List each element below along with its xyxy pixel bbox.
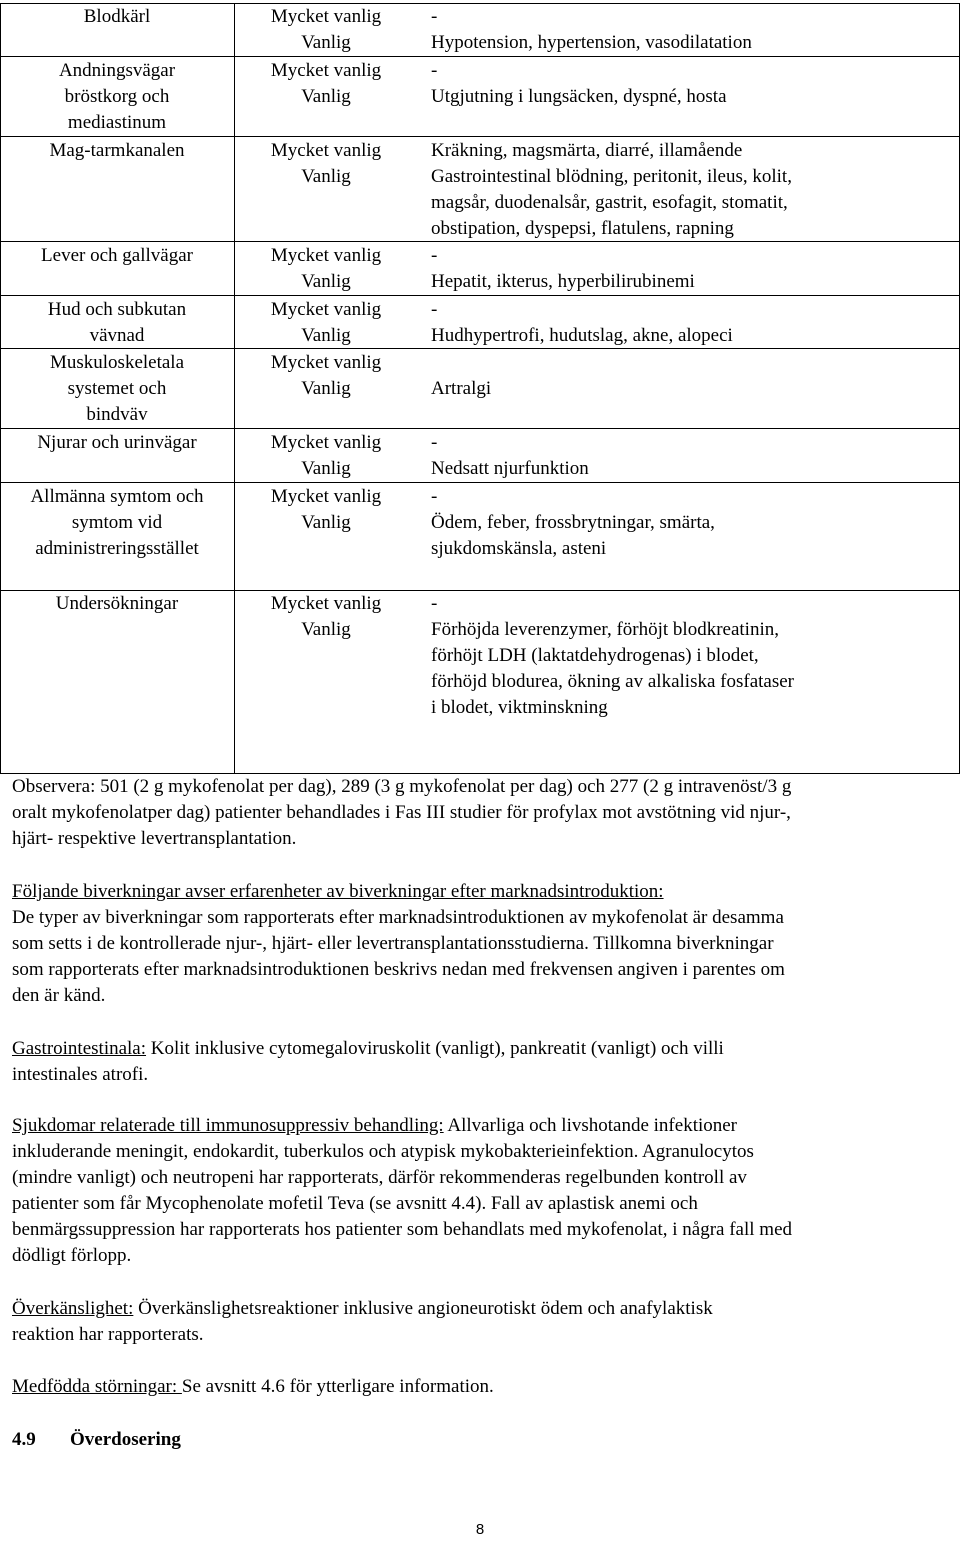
organ-class-cell: Mag-tarmkanalen <box>49 140 185 161</box>
reaction-cell: Hudhypertrofi, hudutslag, akne, alopeci <box>431 325 733 346</box>
organ-class-cell: bröstkorg och <box>64 86 170 107</box>
frequency-cell: Mycket vanlig <box>270 593 382 614</box>
post-marketing-heading: Följande biverkningar avser erfarenheter av biverkningar efter marknadsintroduktion: <box>12 881 664 902</box>
organ-class-cell: bindväv <box>86 404 148 425</box>
observera-paragraph <box>12 774 948 852</box>
table-row-separator <box>0 428 960 429</box>
table-row-separator <box>0 136 960 137</box>
reaction-cell: Kräkning, magsmärta, diarré, illamående <box>431 140 743 161</box>
organ-class-cell: Andningsvägar <box>58 60 176 81</box>
reaction-cell: Gastrointestinal blödning, peritonit, ileus, kolit, <box>431 166 792 187</box>
reaction-cell: Utgjutning i lungsäcken, dyspné, hosta <box>431 86 727 107</box>
immunosuppression-line: patienter som får Mycophenolate mofetil Teva (se avsnitt 4.4). Fall av aplastisk anemi och <box>12 1193 698 1214</box>
post-marketing-line: De typer av biverkningar som rapporterats efter marknadsintroduktionen av mykofenolat är desamma <box>12 907 784 928</box>
organ-class-cell: mediastinum <box>67 112 167 133</box>
organ-class-cell: Blodkärl <box>83 6 151 27</box>
organ-class-cell: Lever och gallvägar <box>41 245 193 266</box>
reaction-cell: Hepatit, ikterus, hyperbilirubinemi <box>431 271 695 292</box>
congenital-line: Medfödda störningar: Se avsnitt 4.6 för ytterligare information. <box>12 1376 494 1397</box>
post-marketing-line: den är känd. <box>12 985 106 1006</box>
reaction-cell: Ödem, feber, frossbrytningar, smärta, <box>431 512 715 533</box>
section-heading-overdose <box>12 1427 181 1453</box>
immunosuppression-line: benmärgssuppression har rapporterats hos patienter som behandlats med mykofenolat, i några fall med <box>12 1219 793 1240</box>
organ-class-cell: Njurar och urinvägar <box>37 432 197 453</box>
reaction-cell: Nedsatt njurfunktion <box>431 458 589 479</box>
table-row-separator <box>0 295 960 296</box>
reaction-cell: förhöjd blodurea, ökning av alkaliska fosfataser <box>431 671 794 692</box>
organ-class-cell: Undersökningar <box>55 593 179 614</box>
post-marketing-line: som setts i de kontrollerade njur-, hjärt- eller levertransplantationsstudierna. Tillkomna biverkningar <box>12 933 774 954</box>
reaction-cell: - <box>431 593 438 614</box>
reaction-cell: - <box>431 432 438 453</box>
reaction-cell: - <box>431 486 438 507</box>
frequency-cell: Mycket vanlig <box>270 432 382 453</box>
table-row-separator <box>0 482 960 483</box>
organ-class-cell: Allmänna symtom och <box>30 486 204 507</box>
observera-line: oralt mykofenolatper dag) patienter behandlades i Fas III studier för profylax mot avstötning vid njur-, <box>12 802 791 823</box>
organ-class-cell: administreringsstället <box>35 538 199 559</box>
immunosuppression-line: Sjukdomar relaterade till immunosuppressiv behandling: Allvarliga och livshotande infektioner <box>12 1115 738 1136</box>
reaction-cell: Hypotension, hypertension, vasodilatation <box>431 32 752 53</box>
reaction-cell: Artralgi <box>431 378 492 399</box>
frequency-cell: Mycket vanlig <box>270 299 382 320</box>
reaction-cell: Förhöjda leverenzymer, förhöjt blodkreatinin, <box>431 619 779 640</box>
congenital-paragraph <box>12 1374 948 1400</box>
reaction-cell: förhöjt LDH (laktatdehydrogenas) i blodet, <box>431 645 759 666</box>
immunosuppression-label: Sjukdomar relaterade till immunosuppressiv behandling: <box>12 1115 444 1136</box>
hypersensitivity-paragraph <box>12 1296 948 1348</box>
post-marketing-line: som rapporterats efter marknadsintroduktionen beskrivs nedan med frekvensen angiven i parentes om <box>12 959 785 980</box>
reaction-cell: - <box>431 299 438 320</box>
organ-class-cell: Hud och subkutan <box>47 299 187 320</box>
organ-class-cell: Muskuloskeletala <box>49 352 185 373</box>
reaction-cell: obstipation, dyspepsi, flatulens, rapning <box>431 218 734 239</box>
observera-line: Observera: 501 (2 g mykofenolat per dag), 289 (3 g mykofenolat per dag) och 277 (2 g intravenöst/3 g <box>12 776 792 797</box>
immunosuppression-paragraph <box>12 1113 948 1269</box>
frequency-cell: Vanlig <box>301 32 351 53</box>
reaction-cell: - <box>431 245 438 266</box>
section-number: 4.9 <box>12 1429 36 1450</box>
section-title: Överdosering <box>70 1429 181 1450</box>
observera-line: hjärt- respektive levertransplantation. <box>12 828 297 849</box>
frequency-cell: Vanlig <box>301 271 351 292</box>
organ-class-cell: vävnad <box>89 325 145 346</box>
hypersensitivity-line: reaktion har rapporterats. <box>12 1324 204 1345</box>
gastrointestinal-line: intestinales atrofi. <box>12 1064 149 1085</box>
post-marketing-paragraph <box>12 879 948 1009</box>
immunosuppression-line: (mindre vanligt) och neutropeni har rapporterats, därför rekommenderas regelbunden kontroll av <box>12 1167 747 1188</box>
frequency-cell: Vanlig <box>301 86 351 107</box>
hypersensitivity-label: Överkänslighet: <box>12 1298 134 1319</box>
frequency-cell: Mycket vanlig <box>270 60 382 81</box>
frequency-cell: Vanlig <box>301 166 351 187</box>
organ-class-cell: symtom vid <box>71 512 163 533</box>
page-number: 8 <box>475 1521 485 1538</box>
immunosuppression-line: dödligt förlopp. <box>12 1245 132 1266</box>
congenital-label: Medfödda störningar: <box>12 1376 182 1397</box>
frequency-cell: Mycket vanlig <box>270 245 382 266</box>
reaction-cell: i blodet, viktminskning <box>431 697 608 718</box>
table-row-separator <box>0 56 960 57</box>
reaction-cell: - <box>431 60 438 81</box>
gastrointestinal-paragraph <box>12 1036 948 1088</box>
frequency-cell: Mycket vanlig <box>270 6 382 27</box>
frequency-cell: Mycket vanlig <box>270 486 382 507</box>
gastrointestinal-label: Gastrointestinala: <box>12 1038 147 1059</box>
immunosuppression-line: inkluderande meningit, endokardit, tuberkulos och atypisk mykobakterieinfektion. Agranulocytos <box>12 1141 754 1162</box>
frequency-cell: Mycket vanlig <box>270 140 382 161</box>
reaction-cell: magsår, duodenalsår, gastrit, esofagit, stomatit, <box>431 192 788 213</box>
frequency-cell: Mycket vanlig <box>270 352 382 373</box>
frequency-cell: Vanlig <box>301 619 351 640</box>
organ-class-cell: systemet och <box>67 378 167 399</box>
frequency-cell: Vanlig <box>301 325 351 346</box>
hypersensitivity-line: Överkänslighet: Överkänslighetsreaktioner inklusive angioneurotiskt ödem och anafylaktisk <box>12 1298 713 1319</box>
frequency-cell: Vanlig <box>301 512 351 533</box>
reaction-cell: - <box>431 6 438 27</box>
frequency-cell: Vanlig <box>301 378 351 399</box>
frequency-cell: Vanlig <box>301 458 351 479</box>
gastrointestinal-line: Gastrointestinala: Kolit inklusive cytomegaloviruskolit (vanligt), pankreatit (vanligt) och villi <box>12 1038 724 1059</box>
reaction-cell: sjukdomskänsla, asteni <box>431 538 607 559</box>
